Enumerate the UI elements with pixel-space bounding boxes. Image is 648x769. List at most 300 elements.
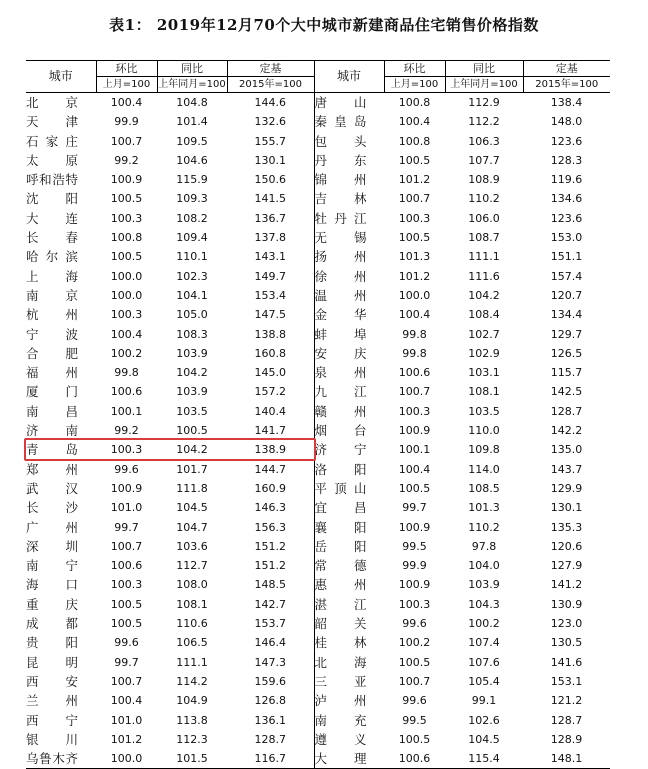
left-city-cell (26, 267, 96, 286)
left-tongbi-cell: 108.0 (176, 578, 208, 592)
left-city-cell (26, 653, 96, 672)
left-tongbi-cell: 106.5 (176, 636, 208, 650)
table-row (26, 421, 610, 440)
left-tongbi-cell: 104.7 (176, 520, 208, 534)
left-city-cell (26, 479, 96, 498)
table-row (26, 151, 610, 170)
city-name: 西安 (26, 673, 78, 689)
right-city-cell (314, 363, 384, 382)
left-tongbi-cell: 104.9 (176, 694, 208, 708)
right-dingji-cell: 143.7 (550, 462, 583, 476)
table-row (26, 518, 610, 537)
right-huanbi-cell: 100.3 (398, 211, 431, 225)
left-dingji-cell: 151.2 (254, 539, 286, 553)
right-tongbi-cell: 104.3 (468, 597, 500, 611)
right-tongbi-cell: 108.9 (468, 173, 500, 187)
table-row (26, 170, 610, 189)
subheader-tongbi-left: 上年同月=100 (157, 77, 227, 93)
left-tongbi-cell: 115.9 (176, 173, 208, 187)
city-name: 温州 (314, 287, 367, 303)
right-dingji-cell: 148.1 (523, 749, 610, 769)
city-name: 重庆 (26, 596, 78, 612)
table-row (26, 595, 610, 614)
right-huanbi-cell: 100.9 (398, 520, 431, 534)
right-dingji-cell: 153.0 (550, 231, 583, 245)
table-row (26, 575, 610, 594)
table-row (26, 132, 610, 151)
right-dingji-cell: 141.6 (550, 655, 583, 669)
right-huanbi-cell: 99.5 (402, 539, 427, 553)
city-name: 韶关 (314, 616, 367, 632)
header-huanbi-right: 环比 (384, 61, 445, 77)
left-huanbi-cell: 100.3 (110, 211, 143, 225)
city-name: 扬州 (314, 249, 367, 265)
table-row (26, 189, 610, 208)
city-name: 天津 (26, 114, 78, 130)
right-dingji-cell: 115.7 (550, 366, 583, 380)
left-dingji-cell: 160.8 (254, 346, 286, 360)
left-huanbi-cell: 100.0 (110, 269, 143, 283)
subheader-huanbi-left: 上月=100 (96, 77, 157, 93)
table-row (26, 556, 610, 575)
right-huanbi-cell: 100.9 (398, 578, 431, 592)
left-dingji-cell: 138.9 (254, 443, 286, 457)
right-dingji-cell: 134.6 (550, 192, 583, 206)
left-huanbi-cell: 100.6 (110, 559, 143, 573)
right-dingji-cell: 148.0 (550, 115, 583, 129)
right-city-cell (314, 518, 384, 537)
right-huanbi-cell: 100.4 (398, 308, 431, 322)
left-huanbi-cell: 100.3 (110, 578, 143, 592)
right-city-cell (314, 344, 384, 363)
right-city-cell (314, 325, 384, 344)
right-huanbi-cell: 100.5 (398, 153, 431, 167)
left-tongbi-cell: 111.8 (176, 481, 208, 495)
left-tongbi-cell: 109.5 (176, 134, 208, 148)
city-name: 北京 (26, 95, 78, 110)
right-city-cell (314, 614, 384, 633)
table-row (26, 479, 610, 498)
left-dingji-cell: 116.7 (227, 749, 314, 769)
left-huanbi-cell: 100.5 (110, 617, 143, 631)
city-name: 深圳 (26, 538, 78, 554)
right-tongbi-cell: 102.6 (468, 713, 500, 727)
city-name: 沈阳 (26, 191, 78, 207)
table-row (26, 711, 610, 730)
city-name: 包头 (314, 133, 367, 149)
left-tongbi-cell: 113.8 (176, 713, 208, 727)
left-city-cell (26, 633, 96, 652)
city-name: 南宁 (26, 558, 78, 574)
city-name: 长春 (26, 230, 78, 246)
left-dingji-cell: 151.2 (254, 559, 286, 573)
table-row (26, 440, 610, 459)
left-city-cell (26, 691, 96, 710)
right-huanbi-cell: 99.6 (402, 694, 427, 708)
header-city-left: 城市 (26, 61, 96, 93)
left-huanbi-cell: 100.4 (110, 327, 143, 341)
left-huanbi-cell: 100.3 (110, 308, 143, 322)
right-huanbi-cell: 100.1 (398, 443, 431, 457)
city-name: 哈尔滨 (26, 249, 78, 265)
left-tongbi-cell: 103.9 (176, 346, 208, 360)
left-tongbi-cell: 111.1 (176, 655, 208, 669)
left-dingji-cell: 132.6 (254, 115, 286, 129)
right-dingji-cell: 151.1 (550, 250, 583, 264)
table-row (26, 228, 610, 247)
left-dingji-cell: 128.7 (254, 732, 286, 746)
right-dingji-cell: 123.6 (550, 211, 583, 225)
left-tongbi-cell: 104.2 (176, 443, 208, 457)
left-huanbi-cell: 99.2 (114, 153, 139, 167)
city-name: 银川 (26, 731, 78, 747)
left-huanbi-cell: 99.9 (114, 115, 139, 129)
city-name: 徐州 (314, 268, 367, 284)
left-city-cell (26, 286, 96, 305)
city-name: 三亚 (314, 673, 367, 689)
city-name: 武汉 (26, 480, 78, 496)
left-huanbi-cell: 100.0 (110, 288, 143, 302)
right-tongbi-cell: 111.1 (468, 250, 500, 264)
left-city-cell (26, 402, 96, 421)
city-name: 惠州 (314, 577, 367, 593)
right-huanbi-cell: 100.8 (398, 134, 431, 148)
left-city-cell (26, 672, 96, 691)
city-name: 南昌 (26, 403, 78, 419)
left-city-cell (26, 498, 96, 517)
right-city-cell (314, 440, 384, 459)
left-city-cell (26, 711, 96, 730)
right-tongbi-cell: 103.5 (468, 404, 500, 418)
left-city-cell (26, 305, 96, 324)
right-dingji-cell: 130.9 (550, 597, 583, 611)
left-tongbi-cell: 101.5 (157, 749, 227, 769)
right-tongbi-cell: 104.2 (468, 288, 500, 302)
left-city-cell (26, 189, 96, 208)
city-name: 宁波 (26, 326, 78, 342)
header-tongbi-right: 同比 (445, 61, 523, 77)
right-dingji-cell: 153.1 (550, 674, 583, 688)
city-name: 上海 (26, 268, 78, 284)
subheader-dingji-right: 2015年=100 (523, 77, 610, 93)
left-dingji-cell: 138.8 (254, 327, 286, 341)
right-city-cell (314, 402, 384, 421)
right-city-cell (314, 267, 384, 286)
right-dingji-cell: 119.6 (550, 173, 583, 187)
city-name: 郑州 (26, 461, 78, 477)
right-city-cell (314, 132, 384, 151)
left-city-cell (26, 170, 96, 189)
right-tongbi-cell: 106.0 (468, 211, 500, 225)
left-dingji-cell: 143.1 (254, 250, 286, 264)
left-tongbi-cell: 108.1 (176, 597, 208, 611)
subheader-dingji-left: 2015年=100 (227, 77, 314, 93)
right-dingji-cell: 135.3 (550, 520, 583, 534)
right-dingji-cell: 129.9 (550, 481, 583, 495)
city-name: 宜昌 (314, 500, 367, 516)
left-dingji-cell: 145.0 (254, 366, 286, 380)
city-name: 洛阳 (314, 461, 367, 477)
city-name: 吉林 (314, 191, 367, 207)
city-name: 济宁 (314, 442, 367, 458)
city-name: 泉州 (314, 365, 367, 381)
table-row (26, 247, 610, 266)
table-row (26, 749, 610, 769)
right-huanbi-cell: 100.9 (398, 424, 431, 438)
right-huanbi-cell: 100.8 (398, 96, 431, 109)
left-huanbi-cell: 100.7 (110, 134, 143, 148)
left-tongbi-cell: 102.3 (176, 269, 208, 283)
right-huanbi-cell: 100.3 (398, 597, 431, 611)
right-tongbi-cell: 108.7 (468, 231, 500, 245)
city-name: 遵义 (314, 731, 367, 747)
city-name: 岳阳 (314, 538, 367, 554)
left-dingji-cell: 136.1 (254, 713, 286, 727)
city-name: 合肥 (26, 345, 78, 361)
right-huanbi-cell: 100.7 (398, 192, 431, 206)
table-row (26, 286, 610, 305)
city-name: 唐山 (314, 95, 367, 110)
left-huanbi-cell: 99.6 (114, 636, 139, 650)
left-huanbi-cell: 99.2 (114, 424, 139, 438)
right-huanbi-cell: 100.5 (398, 481, 431, 495)
right-city-cell (314, 112, 384, 131)
city-name: 丹东 (314, 152, 367, 168)
city-name: 锦州 (314, 172, 367, 188)
left-city-cell (26, 325, 96, 344)
right-huanbi-cell: 101.2 (398, 269, 431, 283)
right-huanbi-cell: 99.8 (402, 327, 427, 341)
left-city-cell (26, 614, 96, 633)
left-city-cell (26, 595, 96, 614)
right-city-cell (314, 711, 384, 730)
table-row (26, 653, 610, 672)
left-huanbi-cell: 100.3 (110, 443, 143, 457)
right-dingji-cell: 121.2 (550, 694, 583, 708)
right-huanbi-cell: 100.5 (398, 655, 431, 669)
city-name: 襄阳 (314, 519, 367, 535)
right-tongbi-cell: 108.4 (468, 308, 500, 322)
city-name: 济南 (26, 423, 78, 439)
left-dingji-cell: 140.4 (254, 404, 286, 418)
left-huanbi-cell: 99.6 (114, 462, 139, 476)
right-city-cell (314, 93, 384, 113)
left-huanbi-cell: 99.7 (114, 655, 139, 669)
right-huanbi-cell: 100.2 (398, 636, 431, 650)
right-tongbi-cell: 104.5 (468, 732, 500, 746)
table-row (26, 112, 610, 131)
right-huanbi-cell: 99.8 (402, 346, 427, 360)
header-city-right: 城市 (314, 61, 384, 93)
right-dingji-cell: 128.7 (550, 713, 583, 727)
left-city-cell (26, 363, 96, 382)
right-city-cell (314, 151, 384, 170)
right-dingji-cell: 123.6 (550, 134, 583, 148)
left-huanbi-cell: 100.8 (110, 231, 143, 245)
right-dingji-cell: 134.4 (550, 308, 583, 322)
right-city-cell (314, 247, 384, 266)
left-city-cell (26, 575, 96, 594)
city-name: 秦皇岛 (314, 114, 367, 130)
right-tongbi-cell: 110.2 (468, 192, 500, 206)
right-dingji-cell: 142.2 (550, 424, 583, 438)
right-dingji-cell: 130.1 (550, 501, 583, 515)
right-tongbi-cell: 97.8 (471, 539, 497, 553)
left-huanbi-cell: 100.5 (110, 597, 143, 611)
table-row (26, 325, 610, 344)
right-tongbi-cell: 103.9 (468, 578, 500, 592)
right-city-cell (314, 749, 384, 769)
right-huanbi-cell: 99.9 (402, 559, 427, 573)
right-huanbi-cell: 101.2 (398, 173, 431, 187)
left-huanbi-cell: 100.5 (110, 192, 143, 206)
left-city-cell (26, 112, 96, 131)
table-row (26, 267, 610, 286)
city-name: 北海 (314, 654, 367, 670)
left-dingji-cell: 144.6 (254, 96, 286, 109)
left-dingji-cell: 153.7 (254, 617, 286, 631)
left-tongbi-cell: 104.8 (176, 96, 208, 109)
right-city-cell (314, 209, 384, 228)
right-huanbi-cell: 99.7 (402, 501, 427, 515)
left-tongbi-cell: 101.7 (176, 462, 208, 476)
right-dingji-cell: 126.5 (550, 346, 583, 360)
right-city-cell (314, 382, 384, 401)
right-tongbi-cell: 111.6 (468, 269, 500, 283)
left-tongbi-cell: 104.1 (176, 288, 208, 302)
right-dingji-cell: 120.6 (550, 539, 583, 553)
subheader-huanbi-right: 上月=100 (384, 77, 445, 93)
right-city-cell (314, 691, 384, 710)
left-huanbi-cell: 101.0 (110, 501, 143, 515)
city-name: 大连 (26, 210, 78, 226)
city-name: 海口 (26, 577, 78, 593)
right-huanbi-cell: 99.5 (402, 713, 427, 727)
city-name: 常德 (314, 558, 367, 574)
right-dingji-cell: 128.9 (550, 732, 583, 746)
right-tongbi-cell: 107.7 (468, 153, 500, 167)
left-dingji-cell: 155.7 (254, 134, 286, 148)
right-huanbi-cell: 100.6 (384, 749, 445, 769)
city-name: 厦门 (26, 384, 78, 400)
right-huanbi-cell: 100.6 (398, 366, 431, 380)
subheader-tongbi-right: 上年同月=100 (445, 77, 523, 93)
table-title: 表1： 2019年12月70个大中城市新建商品住宅销售价格指数 (109, 16, 539, 34)
left-huanbi-cell: 99.8 (114, 366, 139, 380)
left-dingji-cell: 141.5 (254, 192, 286, 206)
left-tongbi-cell: 108.3 (176, 327, 208, 341)
left-tongbi-cell: 104.5 (176, 501, 208, 515)
right-city-cell (314, 537, 384, 556)
right-dingji-cell: 123.0 (550, 617, 583, 631)
right-tongbi-cell: 106.3 (468, 134, 500, 148)
left-huanbi-cell: 100.6 (110, 385, 143, 399)
left-dingji-cell: 142.7 (254, 597, 286, 611)
city-name: 贵阳 (26, 635, 78, 651)
right-tongbi-cell: 101.3 (468, 501, 500, 515)
right-tongbi-cell: 110.2 (468, 520, 500, 534)
left-huanbi-cell: 100.9 (110, 481, 143, 495)
right-city-cell (314, 672, 384, 691)
city-name: 南充 (314, 712, 367, 728)
table-row (26, 537, 610, 556)
left-tongbi-cell: 112.3 (176, 732, 208, 746)
right-tongbi-cell: 109.8 (468, 443, 500, 457)
left-huanbi-cell: 100.7 (110, 539, 143, 553)
left-tongbi-cell: 101.4 (176, 115, 208, 129)
right-dingji-cell: 127.9 (550, 559, 583, 573)
left-huanbi-cell: 99.7 (114, 520, 139, 534)
left-dingji-cell: 146.3 (254, 501, 286, 515)
left-dingji-cell: 147.3 (254, 655, 286, 669)
left-dingji-cell: 148.5 (254, 578, 286, 592)
city-name: 安庆 (314, 345, 367, 361)
table-row (26, 730, 610, 749)
left-huanbi-cell: 100.9 (110, 173, 143, 187)
table-row (26, 614, 610, 633)
city-name: 无锡 (314, 230, 367, 246)
left-dingji-cell: 144.7 (254, 462, 286, 476)
city-name: 桂林 (314, 635, 367, 651)
right-tongbi-cell: 104.0 (468, 559, 500, 573)
city-name: 乌鲁木齐 (26, 751, 78, 767)
city-name: 蚌埠 (314, 326, 367, 342)
city-name: 长沙 (26, 500, 78, 516)
left-city-cell (26, 209, 96, 228)
left-tongbi-cell: 114.2 (176, 674, 208, 688)
left-huanbi-cell: 100.0 (96, 749, 157, 769)
city-name: 杭州 (26, 307, 78, 323)
right-tongbi-cell: 107.6 (468, 655, 500, 669)
left-tongbi-cell: 104.6 (176, 153, 208, 167)
left-city-cell (26, 460, 96, 479)
city-name: 牡丹江 (314, 210, 367, 226)
right-huanbi-cell: 99.6 (402, 617, 427, 631)
table-row (26, 382, 610, 401)
city-name: 烟台 (314, 423, 367, 439)
right-city-cell (314, 653, 384, 672)
table-row (26, 633, 610, 652)
right-dingji-cell: 128.3 (550, 153, 583, 167)
right-tongbi-cell: 103.1 (468, 366, 500, 380)
right-city-cell (314, 498, 384, 517)
left-dingji-cell: 147.5 (254, 308, 286, 322)
right-huanbi-cell: 100.7 (398, 674, 431, 688)
header-dingji-right: 定基 (523, 61, 610, 77)
table-row (26, 209, 610, 228)
right-huanbi-cell: 100.7 (398, 385, 431, 399)
right-dingji-cell: 120.7 (550, 288, 583, 302)
right-city-cell (314, 460, 384, 479)
right-dingji-cell: 129.7 (550, 327, 583, 341)
right-tongbi-cell: 99.1 (471, 694, 497, 708)
left-city-cell (26, 518, 96, 537)
right-tongbi-cell: 112.2 (468, 115, 500, 129)
table-row (26, 93, 610, 113)
left-city-cell (26, 556, 96, 575)
left-dingji-cell: 137.8 (254, 231, 286, 245)
left-dingji-cell: 141.7 (254, 424, 286, 438)
right-city-cell (314, 633, 384, 652)
header-dingji-left: 定基 (227, 61, 314, 77)
city-name: 青岛 (26, 442, 78, 458)
right-huanbi-cell: 100.4 (398, 462, 431, 476)
right-city-cell (314, 575, 384, 594)
table-row (26, 691, 610, 710)
right-tongbi-cell: 112.9 (468, 96, 500, 109)
city-name: 湛江 (314, 596, 367, 612)
table-row (26, 305, 610, 324)
